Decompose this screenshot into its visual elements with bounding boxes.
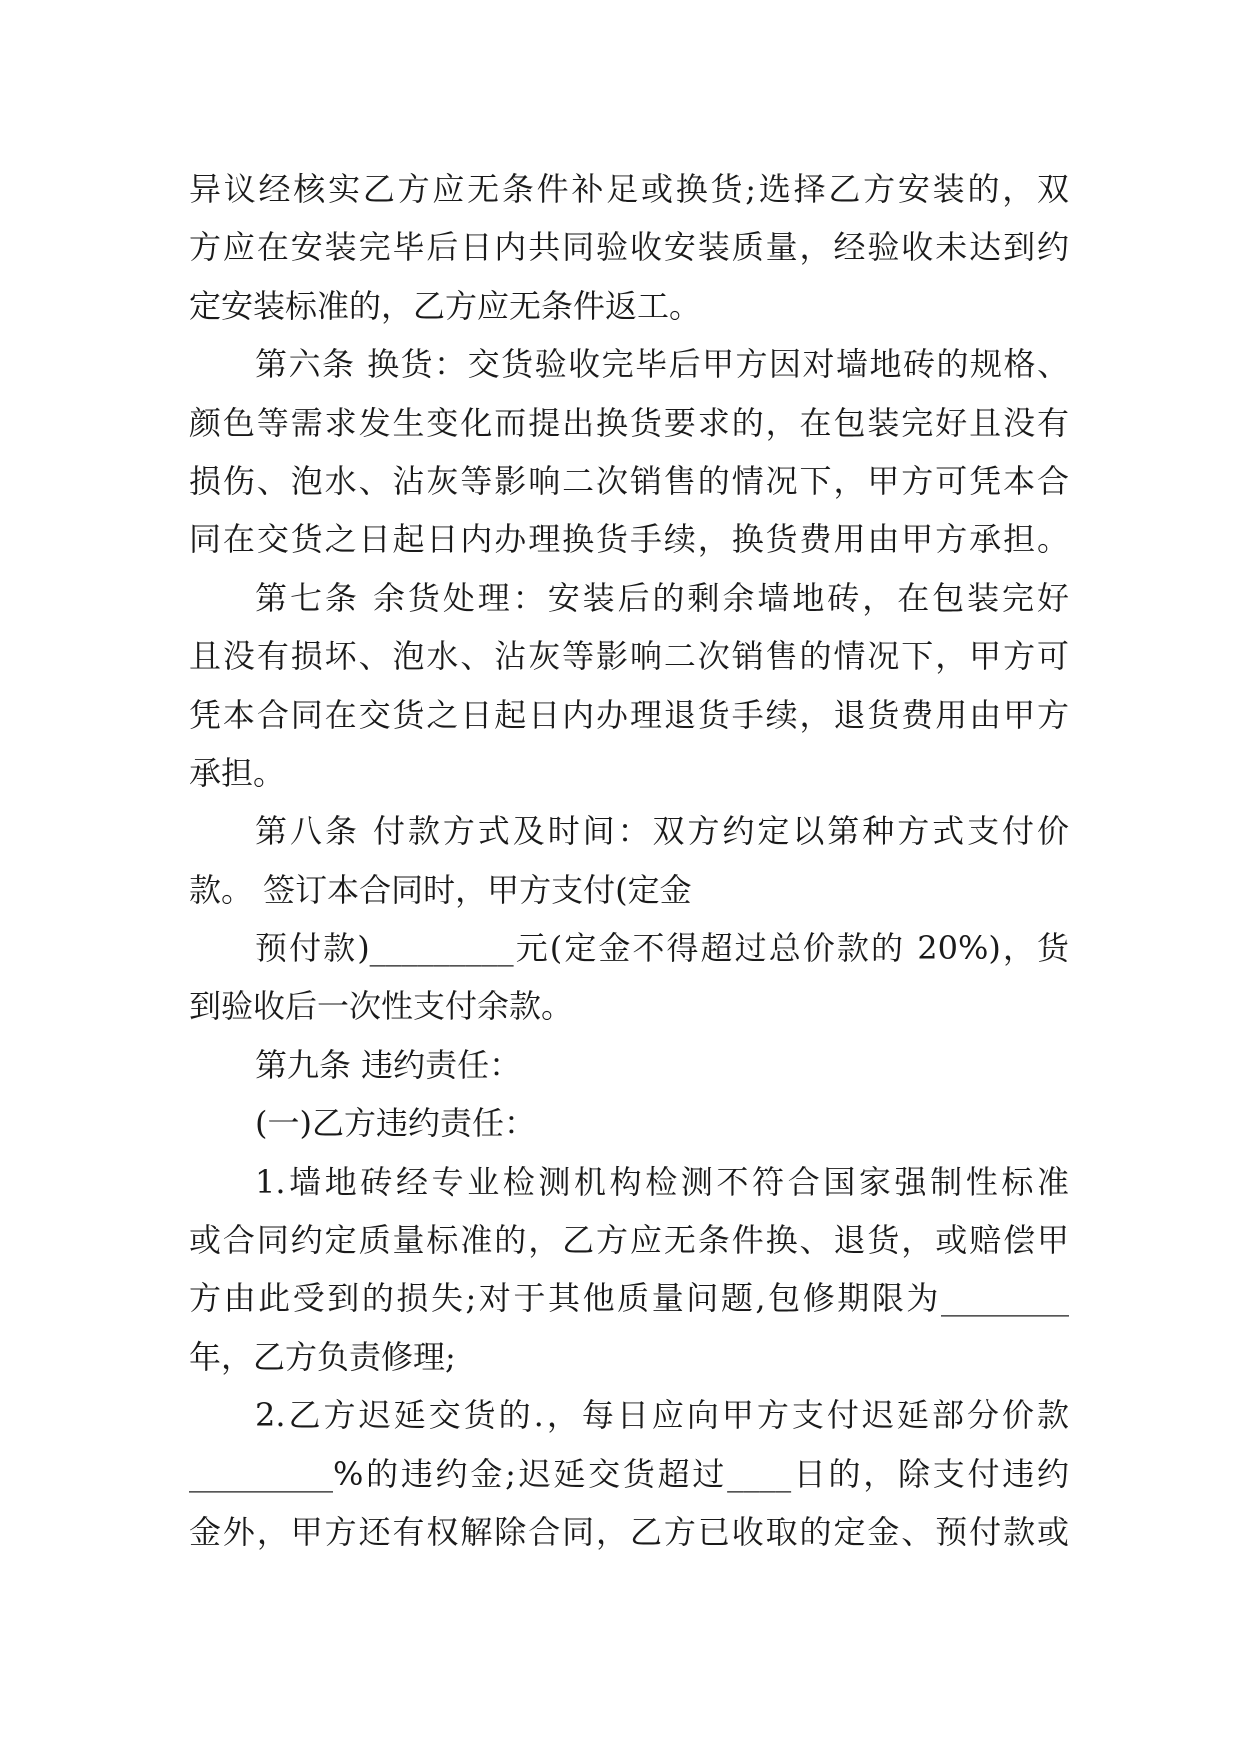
text-line: 1.墙地砖经专业检测机构检测不符合国家强制性标准 — [255, 1162, 1069, 1201]
text-line: 或合同约定质量标准的，乙方应无条件换、退货，或赔偿甲 — [189, 1221, 1069, 1260]
text-line: 第六条 换货：交货验收完毕后甲方因对墙地砖的规格、 — [255, 345, 1069, 384]
text-line: 且没有损坏、泡水、沾灰等影响二次销售的情况下，甲方可 — [189, 637, 1069, 676]
text-line: 方应在安装完毕后日内共同验收安装质量，经验收未达到约 — [189, 228, 1069, 267]
text-line: _________%的违约金;迟延交货超过____日的，除支付违约 — [189, 1454, 1069, 1493]
text-line: 款。 签订本合同时，甲方支付(定金 — [189, 870, 692, 909]
text-line: 到验收后一次性支付余款。 — [189, 987, 574, 1026]
text-line: 方由此受到的损失;对于其他质量问题,包修期限为________ — [189, 1279, 1069, 1318]
text-line: 第七条 余货处理：安装后的剩余墙地砖，在包装完好 — [255, 578, 1069, 617]
text-line: 承担。 — [189, 753, 286, 792]
text-line: 同在交货之日起日内办理换货手续，换货费用由甲方承担。 — [189, 520, 1069, 559]
text-line: (一)乙方违约责任： — [255, 1104, 536, 1143]
text-line: 凭本合同在交货之日起日内办理退货手续，退货费用由甲方 — [189, 695, 1069, 734]
text-line: 损伤、泡水、沾灰等影响二次销售的情况下，甲方可凭本合 — [189, 461, 1069, 500]
text-line: 预付款)_________元(定金不得超过总价款的 20%)，货 — [255, 929, 1069, 968]
text-line: 金外，甲方还有权解除合同，乙方已收取的定金、预付款或 — [189, 1512, 1069, 1551]
text-line: 2.乙方迟延交货的.，每日应向甲方支付迟延部分价款 — [255, 1396, 1069, 1435]
text-line: 异议经核实乙方应无条件补足或换货;选择乙方安装的，双 — [189, 170, 1069, 208]
text-line: 定安装标准的，乙方应无条件返工。 — [189, 286, 702, 325]
text-line: 颜色等需求发生变化而提出换货要求的，在包装完好且没有 — [189, 403, 1069, 442]
text-line: 第九条 违约责任： — [255, 1045, 522, 1084]
text-line: 第八条 付款方式及时间：双方约定以第种方式支付价 — [255, 812, 1069, 851]
contract-text-body — [189, 160, 1069, 1561]
text-line: 年，乙方负责修理; — [189, 1337, 456, 1376]
